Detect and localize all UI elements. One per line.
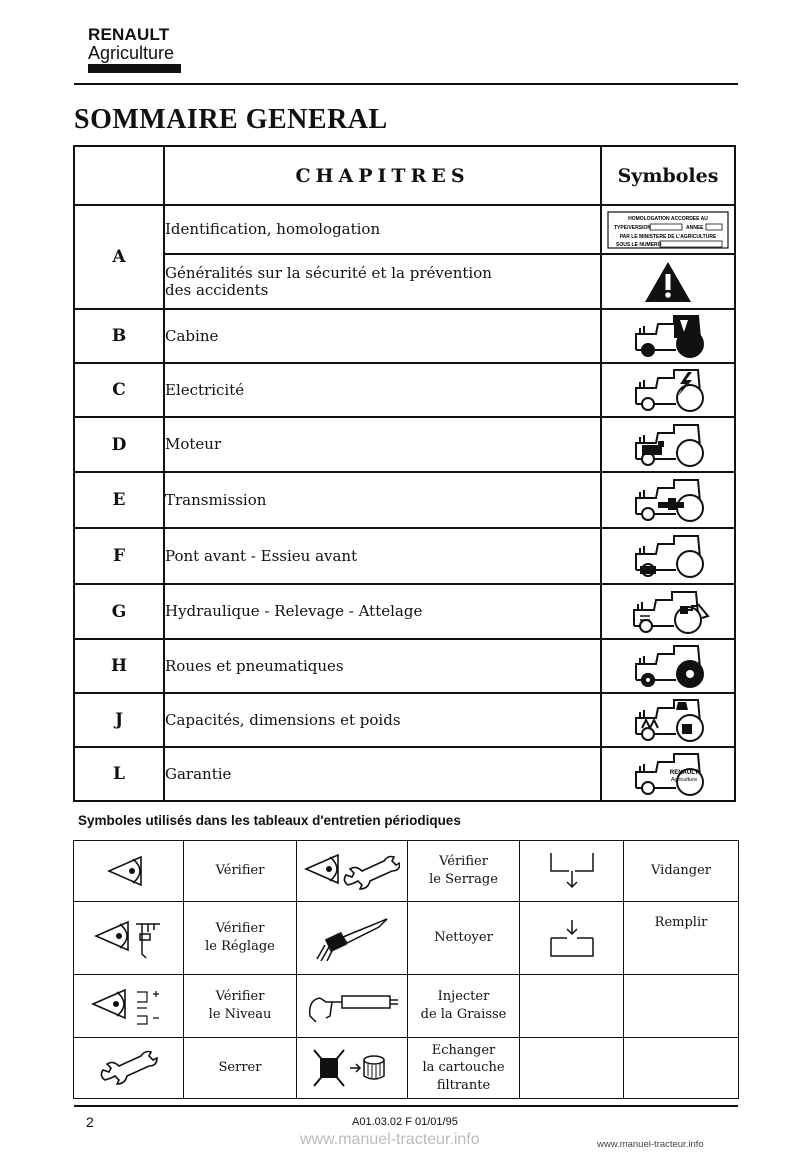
empty-cell xyxy=(520,975,624,1038)
table-row xyxy=(74,584,735,639)
table-header-row xyxy=(74,146,735,205)
tractor-engine-icon xyxy=(601,417,735,472)
chapter-title: Cabine xyxy=(164,309,601,363)
header-rule xyxy=(74,83,738,85)
document-reference: A01.03.02 F 01/01/95 xyxy=(352,1116,458,1128)
tractor-transmission-icon xyxy=(601,472,735,528)
empty-cell xyxy=(624,1038,739,1099)
chapter-letter: A xyxy=(74,205,164,309)
tractor-hydraulic-icon xyxy=(601,584,735,639)
legend-verifier-niveau: Vérifier le Niveau xyxy=(184,975,297,1038)
chapter-letter: H xyxy=(74,639,164,693)
empty-cell xyxy=(520,1038,624,1099)
chapter-title: Transmission xyxy=(164,472,601,528)
chapter-letter: L xyxy=(74,747,164,801)
chapter-title: Roues et pneumatiques xyxy=(164,639,601,693)
legend-row xyxy=(74,975,739,1038)
legend-verifier-serrage: Vérifier le Serrage xyxy=(408,841,520,902)
legend-injecter: Injecter de la Graisse xyxy=(408,975,520,1038)
plate-line3: PAR LE MINISTERE DE L'AGRICULTURE xyxy=(619,233,717,240)
page-title: SOMMAIRE GENERAL xyxy=(74,104,388,135)
grease-gun-icon xyxy=(297,975,408,1038)
table-row xyxy=(74,693,735,747)
table-row xyxy=(74,472,735,528)
chapter-title-line1: Généralités sur la sécurité et la prévention xyxy=(165,264,492,282)
chapter-title: Hydraulique - Relevage - Attelage xyxy=(164,584,601,639)
maintenance-symbols-table xyxy=(73,840,739,1099)
chapitres-header: CHAPITRES xyxy=(164,146,601,205)
brush-icon xyxy=(297,902,408,975)
chapter-letter: G xyxy=(74,584,164,639)
chapter-title: Pont avant - Essieu avant xyxy=(164,528,601,584)
eye-level-icon xyxy=(74,975,184,1038)
fill-icon xyxy=(520,902,624,975)
tractor-electric-icon xyxy=(601,363,735,417)
table-row xyxy=(74,309,735,363)
chapter-title: Identification, homologation xyxy=(164,205,601,254)
plate-line4: SOUS LE NUMERO xyxy=(616,241,662,248)
table-row xyxy=(74,639,735,693)
brand-bar xyxy=(88,64,181,73)
chapter-letter: E xyxy=(74,472,164,528)
page-number: 2 xyxy=(86,1114,94,1130)
footer-rule xyxy=(74,1105,738,1107)
table-row xyxy=(74,747,735,801)
brand-logo xyxy=(88,26,181,73)
chapters-table xyxy=(73,145,736,802)
table-row xyxy=(74,363,735,417)
legend-row xyxy=(74,1038,739,1099)
watermark-center: www.manuel-tracteur.info xyxy=(300,1131,480,1148)
watermark-right: www.manuel-tracteur.info xyxy=(597,1139,704,1150)
legend-vidanger: Vidanger xyxy=(624,841,739,902)
chapter-title xyxy=(164,254,601,309)
legend-serrer: Serrer xyxy=(184,1038,297,1099)
legend-row xyxy=(74,902,739,975)
table-row xyxy=(74,254,735,309)
chapter-letter: C xyxy=(74,363,164,417)
table-row xyxy=(74,205,735,254)
letter-header xyxy=(74,146,164,205)
brand-name: RENAULT xyxy=(88,25,170,44)
filter-exchange-icon xyxy=(297,1038,408,1099)
chapter-title-line2: des accidents xyxy=(165,280,269,299)
legend-nettoyer: Nettoyer xyxy=(408,902,520,975)
chapter-letter: D xyxy=(74,417,164,472)
plate-line2b: ANNEE xyxy=(686,224,704,231)
symboles-header: Symboles xyxy=(601,146,735,205)
chapter-title: Moteur xyxy=(164,417,601,472)
drain-icon xyxy=(520,841,624,902)
plate-line1: HOMOLOGATION ACCORDEE AU xyxy=(628,215,708,222)
legend-echanger: Echanger la cartouche filtrante xyxy=(408,1038,520,1099)
wrench-icon xyxy=(74,1038,184,1099)
eye-caliper-icon xyxy=(74,902,184,975)
warranty-logo-line1: RENAULT xyxy=(669,770,699,776)
plate-line2a: TYPE/VERSION xyxy=(614,224,651,231)
chapter-title: Electricité xyxy=(164,363,601,417)
chapter-letter: B xyxy=(74,309,164,363)
eye-icon xyxy=(74,841,184,902)
table-row xyxy=(74,417,735,472)
legend-verifier-reglage: Vérifier le Réglage xyxy=(184,902,297,975)
empty-cell xyxy=(624,975,739,1038)
table-row xyxy=(74,528,735,584)
brand-subtitle: Agriculture xyxy=(88,43,175,63)
legend-title: Symboles utilisés dans les tableaux d'entretien périodiques xyxy=(78,813,461,828)
warranty-logo-line2: Agriculture xyxy=(670,777,698,783)
legend-remplir: Remplir xyxy=(624,902,739,975)
legend-row xyxy=(74,841,739,902)
tractor-front-axle-icon xyxy=(601,528,735,584)
chapter-letter: F xyxy=(74,528,164,584)
homologation-plate-icon xyxy=(601,205,735,254)
chapter-title: Garantie xyxy=(164,747,601,801)
tractor-wheels-icon xyxy=(601,639,735,693)
chapter-letter: J xyxy=(74,693,164,747)
legend-verifier: Vérifier xyxy=(184,841,297,902)
tractor-cab-icon xyxy=(601,309,735,363)
tractor-capacity-icon xyxy=(601,693,735,747)
tractor-warranty-icon xyxy=(601,747,735,801)
chapter-title: Capacités, dimensions et poids xyxy=(164,693,601,747)
warning-triangle-icon xyxy=(601,254,735,309)
eye-wrench-icon xyxy=(297,841,408,902)
